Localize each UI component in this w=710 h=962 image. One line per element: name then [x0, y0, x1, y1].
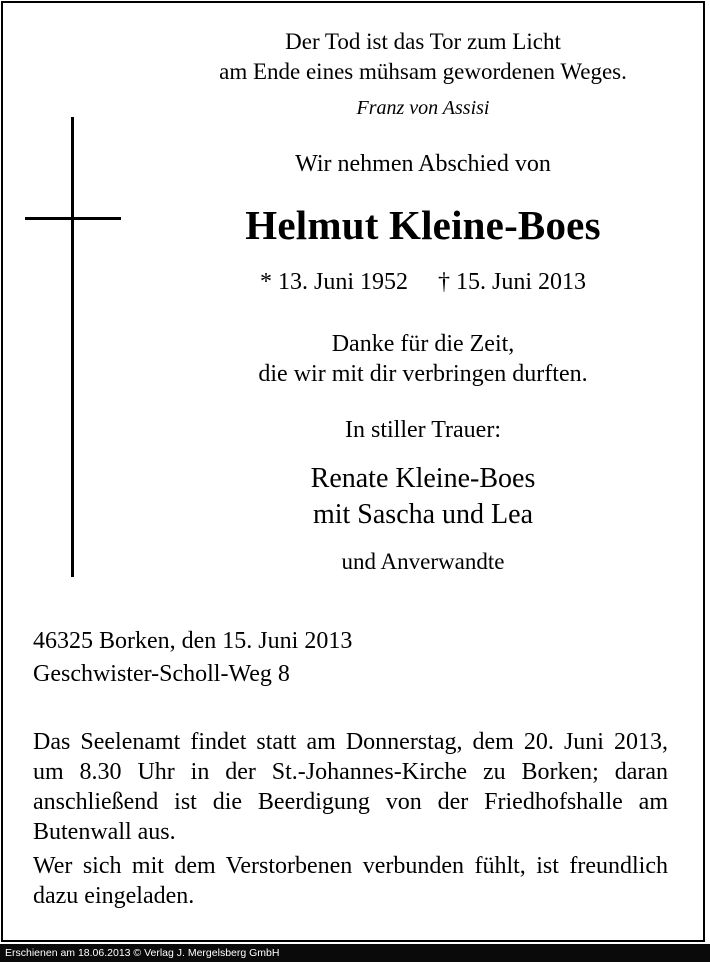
address-line-2: Geschwister-Scholl-Weg 8: [33, 661, 290, 687]
invitation-paragraph: Wer sich mit dem Verstorbenen verbunden fühlt, ist freundlich dazu eingeladen.: [33, 853, 668, 909]
family-line-1: Renate Kleine-Boes: [310, 463, 536, 494]
motto-line-1: Der Tod ist das Tor zum Licht: [285, 29, 561, 54]
cross-icon-bar: [25, 217, 121, 220]
service-paragraph: Das Seelenamt findet statt am Donnerstag, dem 20. Juni 2013, um 8.30 Uhr in der St.-Johannes-Kirche zu Borken; daran anschließend ist die Beerdigung von der Friedhofshalle am Butenwall aus.: [33, 729, 668, 845]
deceased-name: Helmut Kleine-Boes: [245, 202, 601, 248]
address-line-1: 46325 Borken, den 15. Juni 2013: [33, 628, 353, 654]
intro-text: Wir nehmen Abschied von: [295, 151, 551, 177]
notice-center-column: [123, 3, 705, 603]
family-line-2: mit Sascha und Lea: [312, 499, 534, 530]
publication-footer: Erschienen am 18.06.2013 © Verlag J. Mergelsberg GmbH: [0, 944, 710, 962]
thanks-line-1: Danke für die Zeit,: [331, 331, 515, 357]
death-date: † 15. Juni 2013: [438, 269, 587, 295]
motto-line-2: am Ende eines mühsam gewordenen Weges.: [219, 59, 627, 84]
obituary-notice: [1, 1, 705, 942]
motto-author: Franz von Assisi: [356, 97, 490, 119]
relatives: und Anverwandte: [341, 549, 505, 574]
birth-date: * 13. Juni 1952: [259, 269, 408, 295]
life-dates: [123, 269, 705, 296]
mourning-label: In stiller Trauer:: [345, 417, 501, 443]
thanks-line-2: die wir mit dir verbringen durften.: [258, 361, 588, 387]
cross-icon: [71, 117, 74, 577]
